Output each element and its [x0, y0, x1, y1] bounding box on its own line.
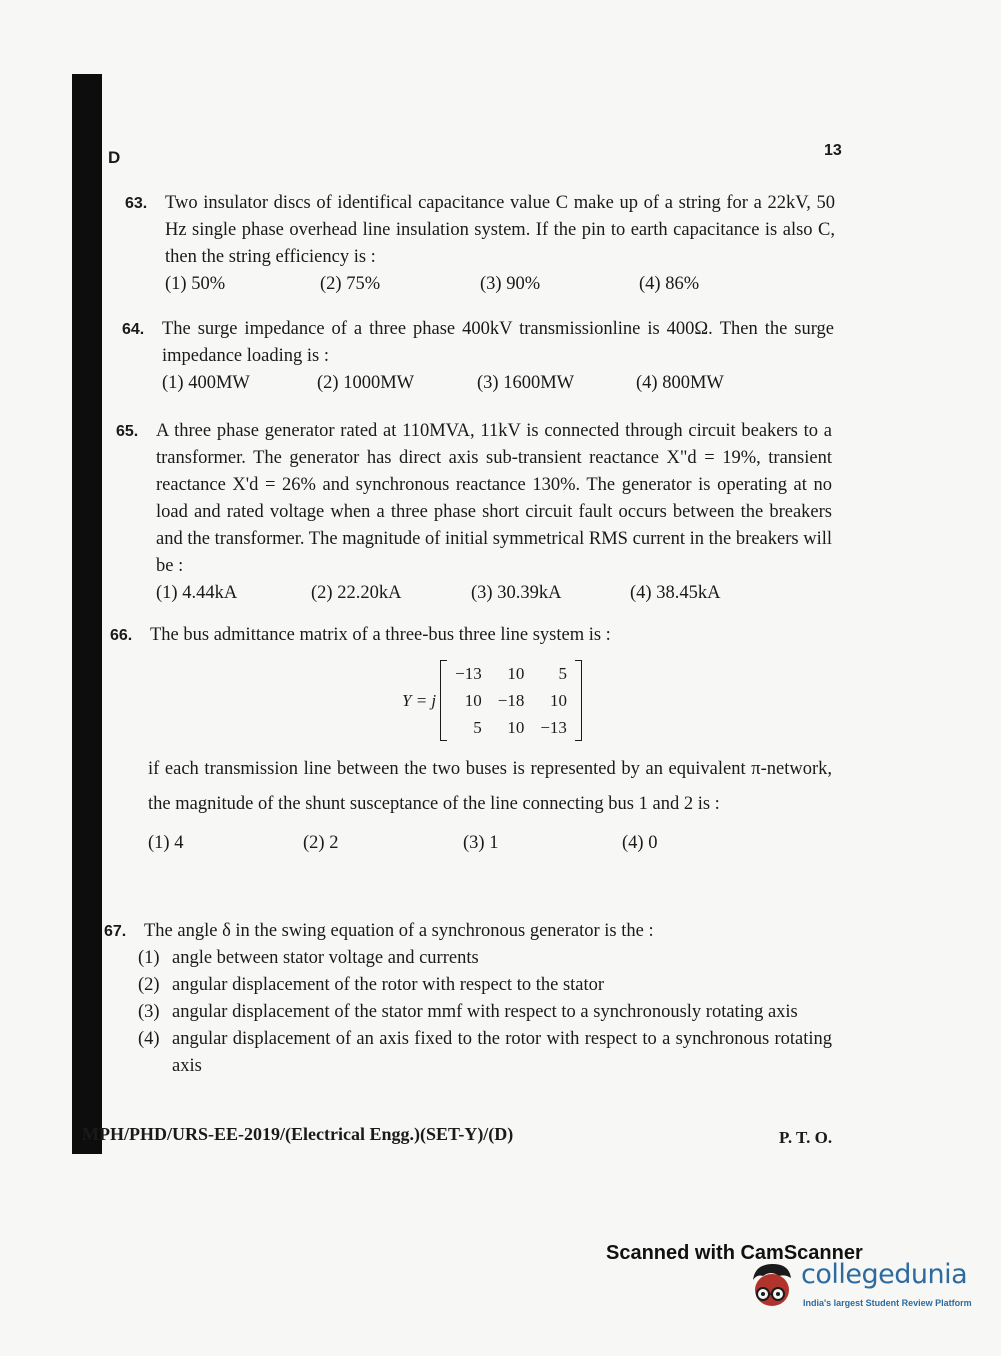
question-text: The angle δ in the swing equation of a synchronous generator is the : — [144, 921, 654, 941]
option-4: (4) 38.45kA — [630, 583, 721, 603]
option-1: (1) 4 — [148, 833, 184, 853]
page-number: 13 — [824, 142, 842, 159]
option-number: (3) — [138, 1002, 160, 1022]
option-1: (1) 4.44kA — [156, 583, 238, 603]
options — [138, 945, 832, 1080]
question-text: Two insulator discs of identifical capacitance value C make up of a string for a 22kV, 50 Hz single phase overhead line insulation system. If the pin to earth capacitance is also C, then the string efficiency is : — [165, 193, 835, 267]
option-1: (1) 400MW — [162, 373, 250, 393]
option-1 — [138, 945, 832, 972]
option-number: (1) — [138, 948, 160, 968]
question-text-continued: if each transmission line between the two buses is represented by an equivalent π-network, the magnitude of the shunt susceptance of the line connecting bus 1 and 2 is : — [148, 759, 832, 814]
question-text: The surge impedance of a three phase 400kV transmissionline is 400Ω. Then the surge impedance loading is : — [162, 319, 834, 366]
brand-name: collegedunia — [801, 1259, 968, 1290]
option-4: (4) 0 — [622, 833, 658, 853]
option-text: angular displacement of an axis fixed to the rotor with respect to a synchronous rotating axis — [172, 1029, 832, 1076]
option-3 — [138, 999, 832, 1026]
question-64 — [122, 316, 834, 400]
matrix-cell: 10 — [507, 663, 525, 683]
question-number: 67. — [104, 923, 127, 940]
mascot-icon — [745, 1260, 799, 1312]
matrix-cell: 5 — [473, 717, 482, 737]
options — [148, 826, 832, 856]
matrix-cell: −13 — [540, 717, 567, 737]
matrix-cell: 5 — [558, 663, 567, 683]
option-text: angular displacement of the stator mmf with respect to a synchronously rotating axis — [172, 1002, 798, 1022]
matrix-left-bracket — [440, 660, 447, 741]
question-66 — [110, 622, 832, 649]
matrix-body — [440, 660, 582, 741]
matrix-table — [447, 660, 575, 741]
options — [165, 271, 835, 301]
matrix-cell: −13 — [455, 663, 482, 683]
pto-label: P. T. O. — [779, 1128, 833, 1147]
option-1: (1) 50% — [165, 274, 226, 294]
collegedunia-watermark — [745, 1256, 975, 1316]
option-2: (2) 75% — [320, 274, 381, 294]
matrix-row — [447, 714, 575, 741]
camscanner-watermark: Scanned with CamScanner — [606, 1242, 863, 1264]
question-number: 64. — [122, 321, 145, 338]
matrix-cell: 10 — [549, 690, 567, 710]
question-number: 65. — [116, 423, 139, 440]
admittance-matrix — [402, 660, 582, 741]
options — [162, 370, 834, 400]
question-66-continued — [108, 752, 832, 856]
question-text: A three phase generator rated at 110MVA, 11kV is connected through circuit beakers to a transformer. The generator has direct axis sub-transient reactance X"d = 19%, transient reactance X'd = 26% and synchronous reactance 130%. The generator is operating at no load and rated voltage when a three phase short circuit fault occurs between the breakers and the transformer. The magnitude of initial symmetrical RMS current in the breakers will be : — [156, 421, 832, 576]
option-3: (3) 30.39kA — [471, 583, 562, 603]
matrix-cell: −18 — [497, 690, 525, 710]
question-65 — [116, 418, 832, 610]
binding-edge — [72, 74, 102, 1154]
option-2 — [138, 972, 832, 999]
option-3: (3) 90% — [480, 274, 541, 294]
option-number: (4) — [138, 1029, 160, 1049]
option-2: (2) 1000MW — [317, 373, 415, 393]
option-4 — [138, 1026, 832, 1080]
matrix-row — [447, 660, 575, 687]
option-number: (2) — [138, 975, 160, 995]
option-4: (4) 86% — [639, 274, 700, 294]
option-2: (2) 2 — [303, 833, 339, 853]
options — [156, 580, 832, 610]
question-number: 63. — [125, 195, 148, 212]
paper-code: MPH/PHD/URS-EE-2019/(Electrical Engg.)(SET-Y)/(D) — [82, 1124, 514, 1144]
question-number: 66. — [110, 627, 133, 644]
option-3: (3) 1600MW — [477, 373, 575, 393]
option-text: angular displacement of the rotor with respect to the stator — [172, 975, 605, 995]
matrix-cell: 10 — [464, 690, 482, 710]
matrix-row — [447, 687, 575, 714]
set-letter: D — [108, 148, 121, 167]
matrix-cell: 10 — [507, 717, 525, 737]
question-67 — [104, 918, 832, 1080]
option-text: angle between stator voltage and currents — [172, 948, 479, 968]
question-63 — [125, 190, 835, 301]
matrix-label: Y = j — [402, 690, 437, 710]
option-3: (3) 1 — [463, 833, 499, 853]
question-text: The bus admittance matrix of a three-bus three line system is : — [150, 625, 611, 645]
option-4: (4) 800MW — [636, 373, 724, 393]
option-2: (2) 22.20kA — [311, 583, 402, 603]
matrix-right-bracket — [575, 660, 582, 741]
brand-tagline: India's largest Student Review Platform — [803, 1298, 972, 1308]
